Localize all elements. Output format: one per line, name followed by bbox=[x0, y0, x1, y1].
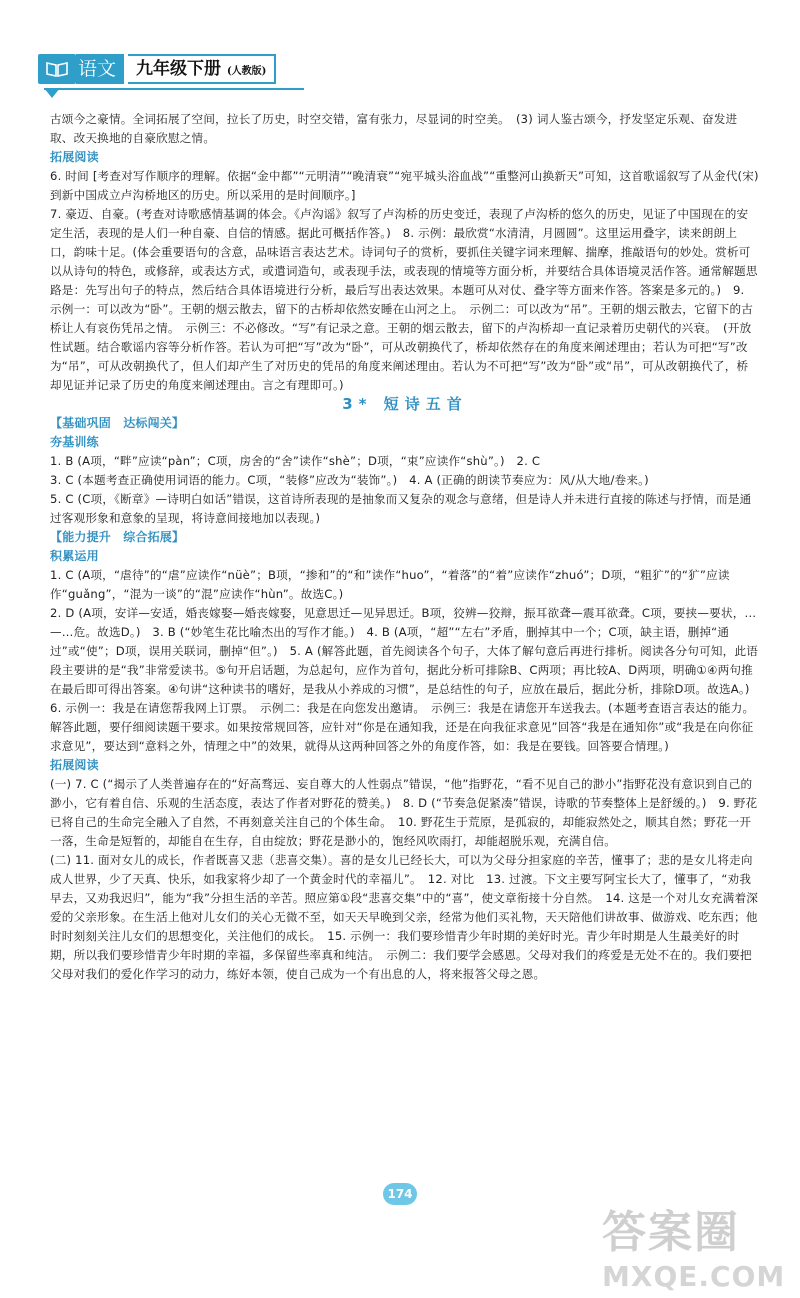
page-number-badge: 174 bbox=[383, 1183, 417, 1205]
paragraph: 2. D (A项，安详—安适，婚丧嫁娶—婚丧嫁娶，见意思迁—见异思迁。B项，狡辨—狡辩，振耳欲聋—震耳欲聋。C项，要挟—要状，…—…危。故选D。) 3. B (“妙笔生花比喻杰出的写作才能。) 4. B (A项，“超”“左右”矛盾，删掉其中一个；C项，缺主语，删掉“通过”或“使”；D项，误用关联词，删掉“但”。) 5. A (解答此题，首先阅读各个句子，大体了解句意后再进行排析。阅读各分句可知，此语段主要讲的是“我”非常爱读书。⑤句开启话题，为总起句，应作为首句，据此分析可排除B、C两项；再比较A、D两项，明确①④两句推在最后即可得出答案。④句讲“这种读书的嗜好，是我从小养成的习惯”，是总结性的句子，应放在最后，据此分析，排除D项。故选A。) 6. 示例一：我是在请您帮我网上订票。 示例二：我是在向您发出邀请。 示例三：我是在请您开车送我去。(本题考查语言表达的能力。解答此题，要仔细阅读题干要求。如果按常规回答，应针对“你是在通知我，还是在向我征求意见”回答“我是在通知你”或“我是在向你征求意见”，要达到“意料之外，情理之中”的效果，就得从这两种回答之外的角度作答，如：我是在要钱。回答要合情理。) bbox=[50, 606, 762, 753]
open-book-icon bbox=[38, 54, 76, 84]
edition-text: (人教版) bbox=[226, 66, 267, 77]
watermark-top: 答案圈 bbox=[602, 1207, 740, 1258]
grade-label bbox=[128, 54, 276, 84]
subject-label: 语文 bbox=[76, 54, 124, 84]
section-heading-tuozhan: 拓展阅读 bbox=[50, 150, 99, 164]
lesson-title: 3* 短诗五首 bbox=[342, 395, 468, 413]
paragraph: 6. 时间 [考查对写作顺序的理解。依据“金中都”“元明清”“晚清衰”“宛平城头浴血战”“重整河山换新天”可知，这首歌谣叙写了从金代(宋)到新中国成立卢沟桥地区的历史。所以采用的是时间顺序。] bbox=[50, 169, 759, 202]
section-heading-jichu: 【基础巩固 达标闯关】 bbox=[50, 416, 185, 430]
paragraph: 1. B (A项，“畔”应读“pàn”；C项，房舍的“舍”读作“shè”；D项，“束”应读作“shù”。) 2. C bbox=[50, 454, 541, 468]
paragraph: (二) 11. 面对女儿的成长，作者既喜又悲（悲喜交集）。喜的是女儿已经长大，可以为父母分担家庭的辛苦，懂事了；悲的是女儿将走向成人世界，少了天真、快乐，如我家将少却了一个黄金时代的幸福儿”。 12. 对比 13. 过渡。下文主要写阿宝长大了，懂事了，“劝我早去，又劝我迟归”，能为“我”分担生活的辛苦。照应第①段“悲喜交集”中的“喜”，使文章衔接十分自然。 14. 这是一个对儿女充满着深爱的父亲形象。在生活上他对儿女们的关心无微不至，如天天早晚到父亲，经常为他们买礼物，天天陪他们讲故事、做游戏、吃东西；他时时刻刻关注儿女们的思想变化，关注他们的成长。 15. 示例一：我们要珍惜青少年时期的美好时光。青少年时期是人生最美好的时期，所以我们要珍惜青少年时期的幸福，多保留些率真和纯洁。 示例二：我们要学会感恩。父母对我们的疼爱是无处不在的。我们要把父母对我们的爱化作学习的动力，练好本领，使自己成为一个有出息的人，将来报答父母之恩。 bbox=[50, 853, 759, 981]
section-heading-nengli: 【能力提升 综合拓展】 bbox=[50, 530, 185, 544]
section-heading-duoji: 夯基训练 bbox=[50, 435, 99, 449]
paragraph: 3. C (本题考查正确使用词语的能力。C项，“装修”应改为“装饰”。) 4. A (正确的朗读节奏应为：风/从大地/卷来。) bbox=[50, 473, 649, 487]
paragraph: 古颂今之豪情。全词拓展了空间，拉长了历史，时空交错，富有张力，尽显词的时空美。 (3) 词人鉴古颂今，抒发坚定乐观、奋发进取、改天换地的自豪欣慰之情。 bbox=[50, 112, 738, 145]
section-heading-jilei: 积累运用 bbox=[50, 549, 99, 563]
section-heading-tuozhan2: 拓展阅读 bbox=[50, 758, 99, 772]
header-underline bbox=[44, 88, 304, 90]
paragraph: 7. 豪迈、自豪。(考查对诗歌感情基调的体会。《卢沟谣》叙写了卢沟桥的历史变迁，表现了卢沟桥的悠久的历史，见证了中国现在的安定生活，表现的是人们一种自豪、自信的情感。据此可概括作答。) 8. 示例：最欣赏“水清清，月圆圆”。这里运用叠字，读来朗朗上口，韵味十足。(体会重要语句的含意，品味语言表达艺术。诗词句子的赏析，要抓住关键字词来理解、揣摩，推敲语句的妙处。赏析可以从诗句的特色，或修辞，或表达方式，或遣词造句，或表现手法，或表现的情境等方面分析，并要结合具体语境灵活作答。通常解题思路是：先写出句子的特点，然后结合具体语境进行分析，最后写出表达效果。本题可从对仗、叠字等方面来作答。答案是多元的。) 9. 示例一：可以改为“卧”。王朝的烟云散去，留下的古桥却依然安睡在山河之上。 示例二：可以改为“吊”。王朝的烟云散去，它留下的古桥让人有哀伤凭吊之情。 示例三：不必修改。“写”有记录之意。王朝的烟云散去，留下的卢沟桥却一直记录着历史朝代的兴衰。 (开放性试题。结合歌谣内容等分析作答。若认为可把“写”改为“卧”，可从改朝换代了，桥却依然存在的角度来阐述理由；若认为可把“写”改为“吊”，可从改朝换代了，但人们却产生了对历史的凭吊的角度来阐述理由。若认为不可把“写”改为“卧”或“吊”，可从改朝换代了，桥却见证并记录了历史的角度来阐述理由。言之有理即可。) bbox=[50, 207, 758, 392]
paragraph: 1. C (A项，“虐待”的“虐”应读作“nüè”；B项，“掺和”的“和”读作“huo”，“着落”的“着”应读作“zhuó”；D项，“粗犷”的“犷”应读作“guǎng”，“混为一谈”的“混”应读作“hùn”。故选C。) bbox=[50, 568, 730, 601]
page-header bbox=[38, 52, 276, 86]
paragraph: (一) 7. C (“揭示了人类普遍存在的“好高骛远、妄自尊大的人性弱点”错误，“他”指野花，“看不见自己的渺小”指野花没有意识到自己的渺小，它有着自信、乐观的生活态度，表达了作者对野花的赞美。) 8. D (“节奏急促紧凑”错误，诗歌的节奏整体上是舒缓的。) 9. 野花已将自己的生命完全融入了自然，不再刻意关注自己的个体生命。 10. 野花生于荒原，是孤寂的，却能寂然处之，顺其自然；野花一开一落，生命是短暂的，却能自在生存，自由绽放；野花是渺小的，饱经风吹雨打，却能超脱乐观，充满自信。 bbox=[50, 777, 758, 848]
header-triangle-marker bbox=[44, 88, 60, 98]
paragraph: 5. C (C项，《断章》—诗明白如话”错误，这首诗所表现的是抽象而又复杂的观念与意绪，但是诗人并未进行直接的陈述与抒情，而是通过客观形象和意象的呈现，将诗意间接地加以表现。) bbox=[50, 492, 752, 525]
watermark-bottom: MXQE.COM bbox=[602, 1260, 786, 1293]
answer-content bbox=[50, 110, 760, 984]
grade-text: 九年级下册 bbox=[136, 59, 222, 79]
watermark-logo bbox=[602, 1196, 786, 1293]
